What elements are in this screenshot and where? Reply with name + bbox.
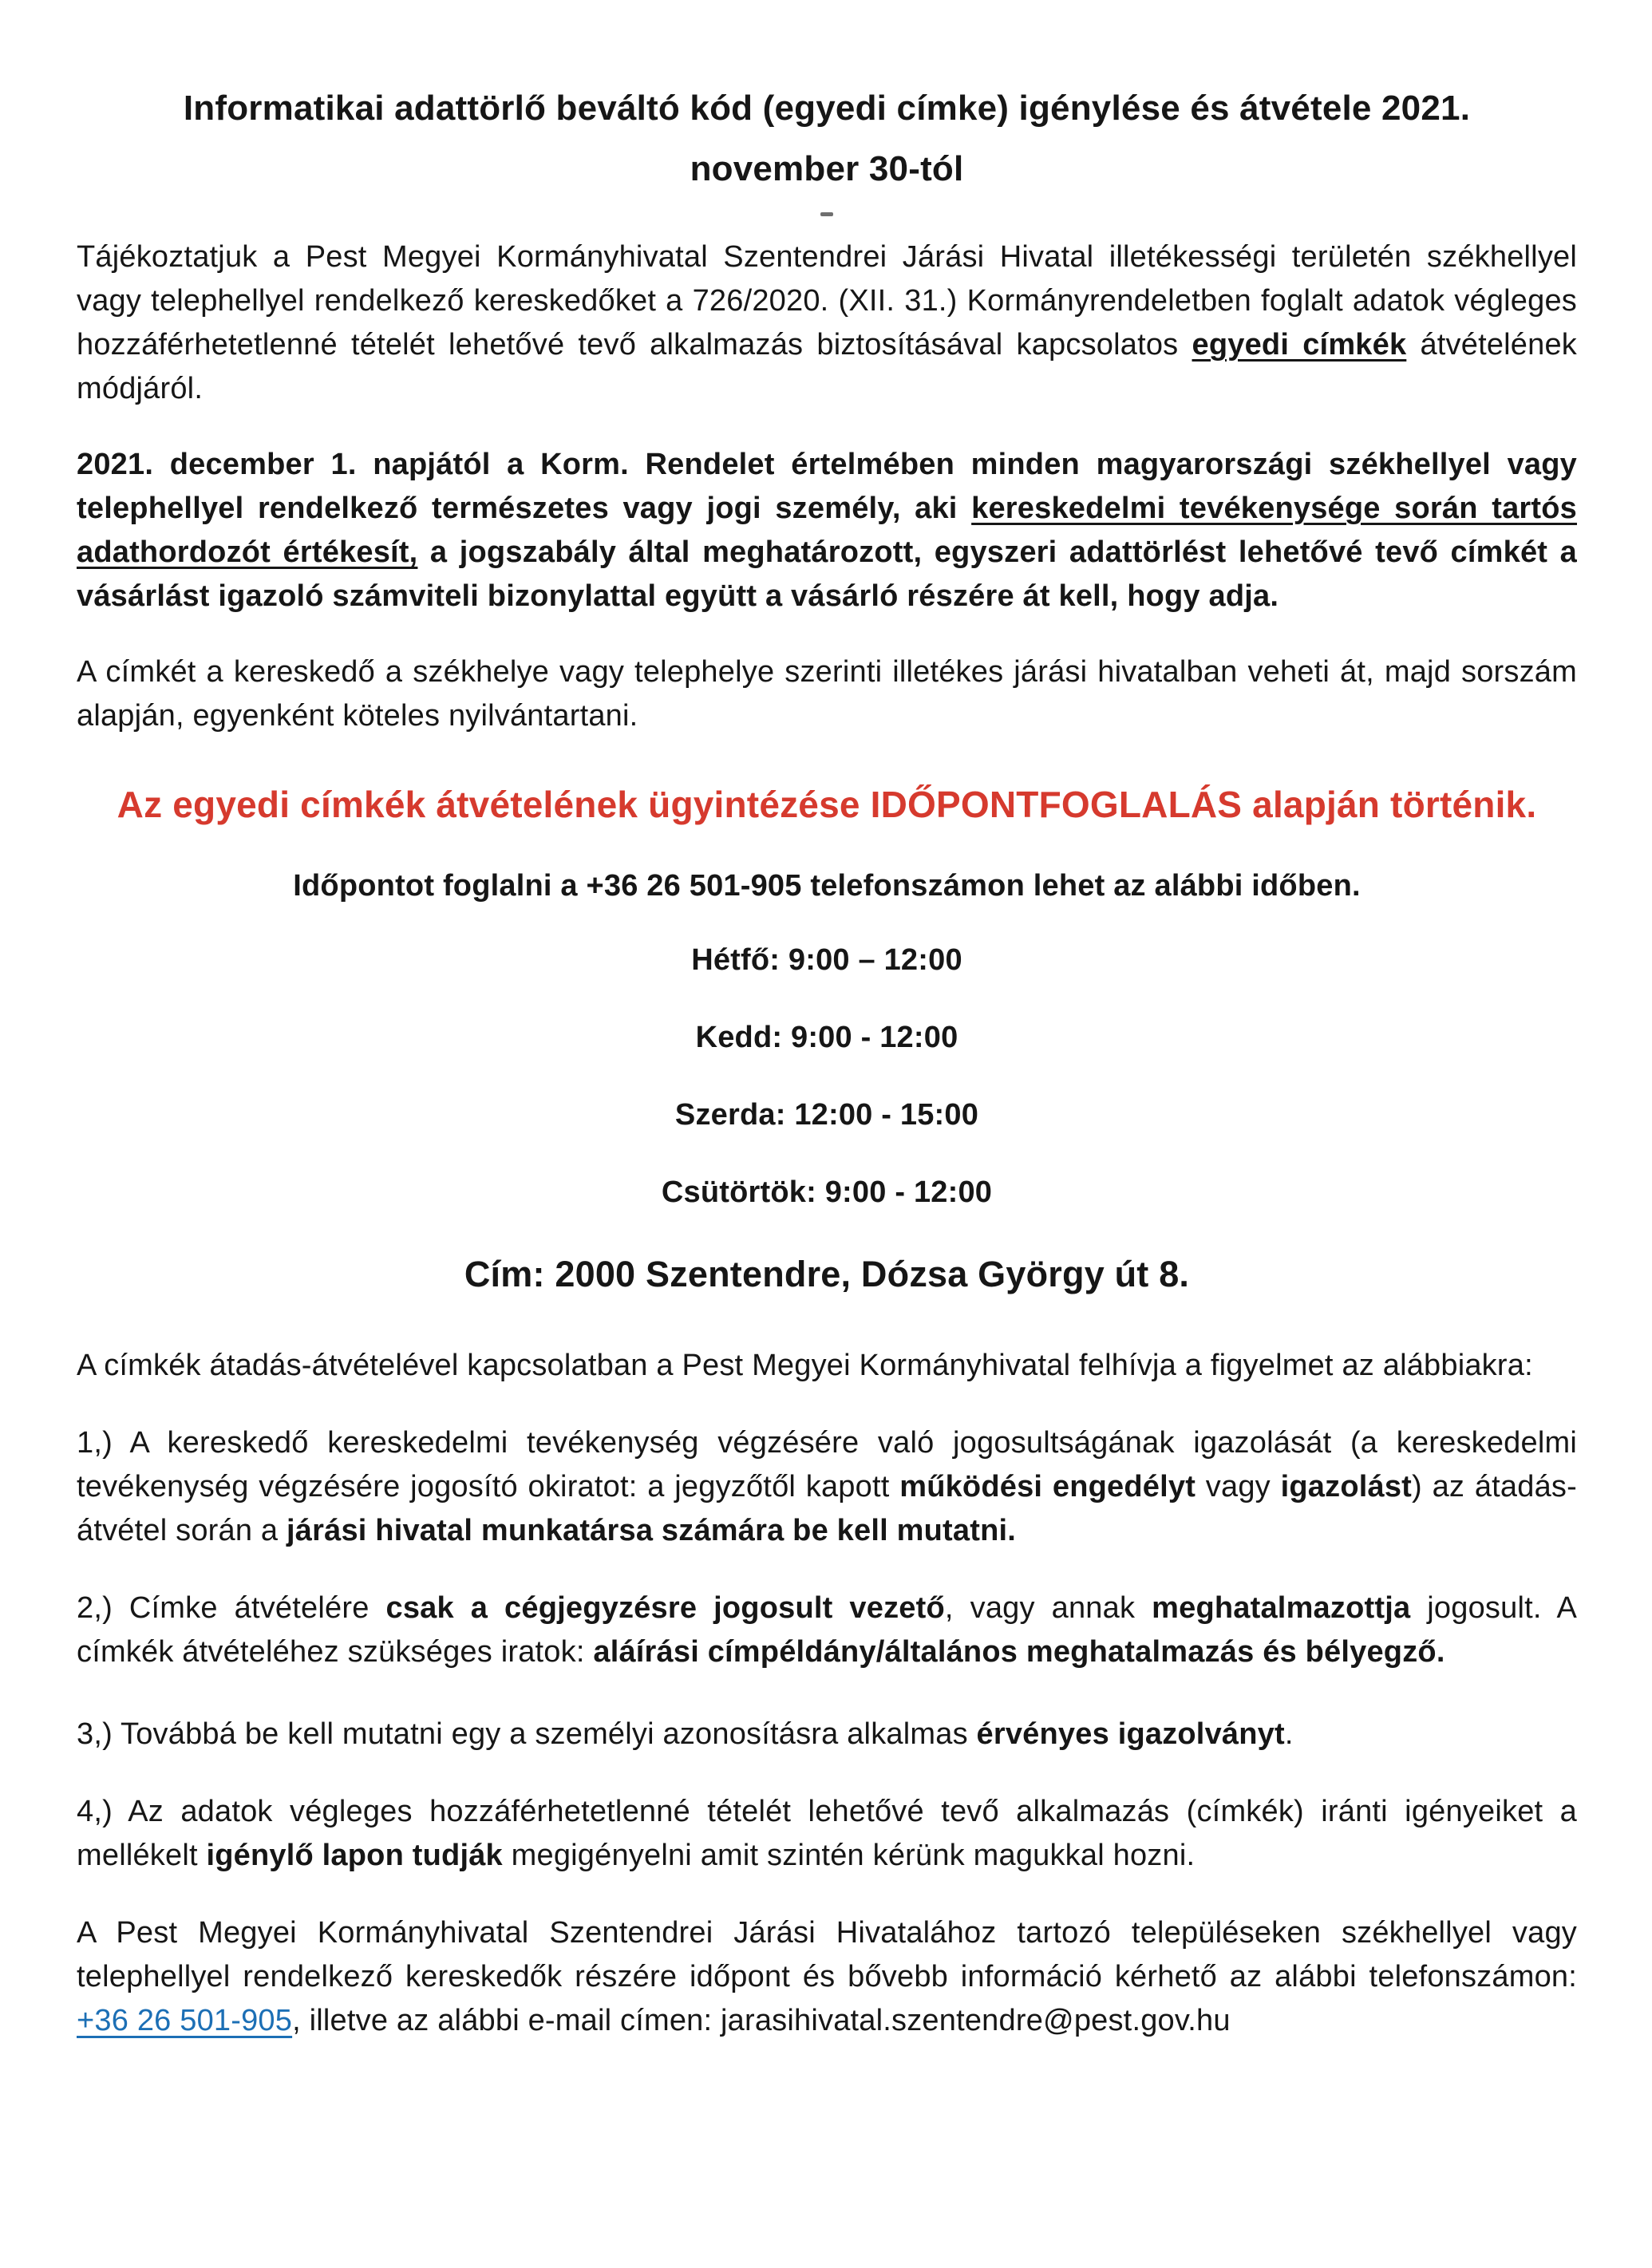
item4-text-1: 4,) Az adatok végleges hozzáférhetetlenné tételét lehetővé tevő alkalmazás (címkék) iránti igényeiket a mellékelt	[77, 1795, 1577, 1872]
item2-text-2: , vagy annak	[944, 1591, 1152, 1625]
intro-paragraph	[77, 235, 1577, 411]
list-item-3	[77, 1713, 1577, 1756]
attention-paragraph: A címkék átadás-átvételével kapcsolatban a Pest Megyei Kormányhivatal felhívja a figyelmet az alábbiakra:	[77, 1349, 1533, 1382]
item1-bold-1: működési engedélyt	[899, 1470, 1196, 1503]
pickup-paragraph: A címkét a kereskedő a székhelye vagy telephelye szerinti illetékes járási hivatalban veheti át, majd sorszám alapján, egyenként köteles nyilvántartani.	[77, 655, 1577, 733]
item1-text-1: 1,) A kereskedő kereskedelmi tevékenység végzésére való jogosultságának igazolását (a kereskedelmi tevékenység végzésére jogosító okiratot: a jegyzőtől kapott	[77, 1426, 1577, 1503]
footer-text-1: A Pest Megyei Kormányhivatal Szentendrei Járási Hivatalához tartozó településeken székhellyel vagy telephellyel rendelkező kereskedők részére időpont és bővebb információ kérhető az alábbi telefonszámon:	[77, 1916, 1577, 1993]
schedule-line-wednesday: Szerda: 12:00 - 15:00	[674, 1098, 979, 1132]
footer-paragraph	[77, 1911, 1577, 2043]
item2-text-1: 2,) Címke átvételére	[77, 1591, 386, 1625]
footer-text-2: , illetve az alábbi e-mail címen: jarasihivatal.szentendre@pest.gov.hu	[292, 2004, 1231, 2037]
phone-link[interactable]: +36 26 501-905	[77, 2004, 293, 2037]
item3-bold-1: érvényes igazolványt	[976, 1717, 1285, 1751]
title-line-2: november 30-tól	[690, 149, 964, 188]
address-line: Cím: 2000 Szentendre, Dózsa György út 8.	[464, 1254, 1190, 1294]
item3-text-1: 3,) Továbbá be kell mutatni egy a személyi azonosításra alkalmas	[77, 1717, 977, 1751]
schedule-line-tuesday: Kedd: 9:00 - 12:00	[695, 1021, 958, 1054]
item4-bold-1: igénylő lapon tudják	[206, 1839, 503, 1872]
rule-emphasis: kereskedelmi tevékenysége során tartós adathordozót értékesít,	[77, 492, 1577, 569]
rule-text-2: a jogszabály által meghatározott, egyszeri adattörlést lehetővé tevő címkét a vásárlást igazoló számviteli bizonylattal együtt a vásárló részére át kell, hogy adja.	[77, 535, 1577, 613]
schedule-line-thursday: Csütörtök: 9:00 - 12:00	[661, 1175, 993, 1209]
intro-text-1: Tájékoztatjuk a Pest Megyei Kormányhivatal Szentendrei Járási Hivatal illetékességi területén székhellyel vagy telephellyel rendelkező kereskedőket a 726/2020. (XII. 31.) Kormányrendeletben foglalt adatok végleges hozzáférhetetlenné tételét lehetővé tevő alkalmazás biztosításával kapcsolatos	[77, 240, 1577, 362]
title-line-1: Informatikai adattörlő beváltó kód (egyedi címke) igénylése és átvétele 2021.	[183, 89, 1471, 128]
document-title	[77, 78, 1577, 200]
list-item-4	[77, 1790, 1577, 1878]
booking-line: Időpontot foglalni a +36 26 501-905 telefonszámon lehet az alábbi időben.	[293, 869, 1361, 903]
item2-text-3: jogosult. A címkék átvételéhez szükséges iratok:	[77, 1591, 1578, 1669]
scan-artifact-dash	[820, 212, 833, 216]
item1-bold-2: igazolást	[1280, 1470, 1413, 1503]
rule-text-1: 2021. december 1. napjától a Korm. Rendelet értelmében minden magyarországi székhellyel vagy telephellyel rendelkező természetes vagy jogi személy, aki	[77, 448, 1577, 525]
item1-text-2: vagy	[1196, 1470, 1281, 1503]
schedule-line-monday: Hétfő: 9:00 – 12:00	[691, 943, 962, 977]
item3-text-2: .	[1284, 1717, 1294, 1751]
rule-paragraph	[77, 443, 1577, 618]
item1-text-3: ) az átadás-átvétel során a	[77, 1470, 1577, 1547]
list-item-1	[77, 1421, 1577, 1553]
intro-emphasis: egyedi címkék	[1192, 328, 1407, 362]
item1-bold-3: járási hivatal munkatársa számára be kell mutatni.	[287, 1514, 1016, 1547]
red-notice: Az egyedi címkék átvételének ügyintézése IDŐPONTFOGLALÁS alapján történik.	[117, 784, 1537, 825]
intro-text-2: átvételének módjáról.	[77, 328, 1577, 405]
item4-text-2: megigényelni amit szintén kérünk magukkal hozni.	[502, 1839, 1196, 1872]
item2-bold-2: meghatalmazottja	[1152, 1591, 1411, 1625]
item2-bold-3: aláírási címpéldány/általános meghatalmazás és bélyegző.	[593, 1635, 1445, 1669]
list-item-2	[77, 1586, 1577, 1674]
item2-bold-1: csak a cégjegyzésre jogosult vezető	[385, 1591, 945, 1625]
